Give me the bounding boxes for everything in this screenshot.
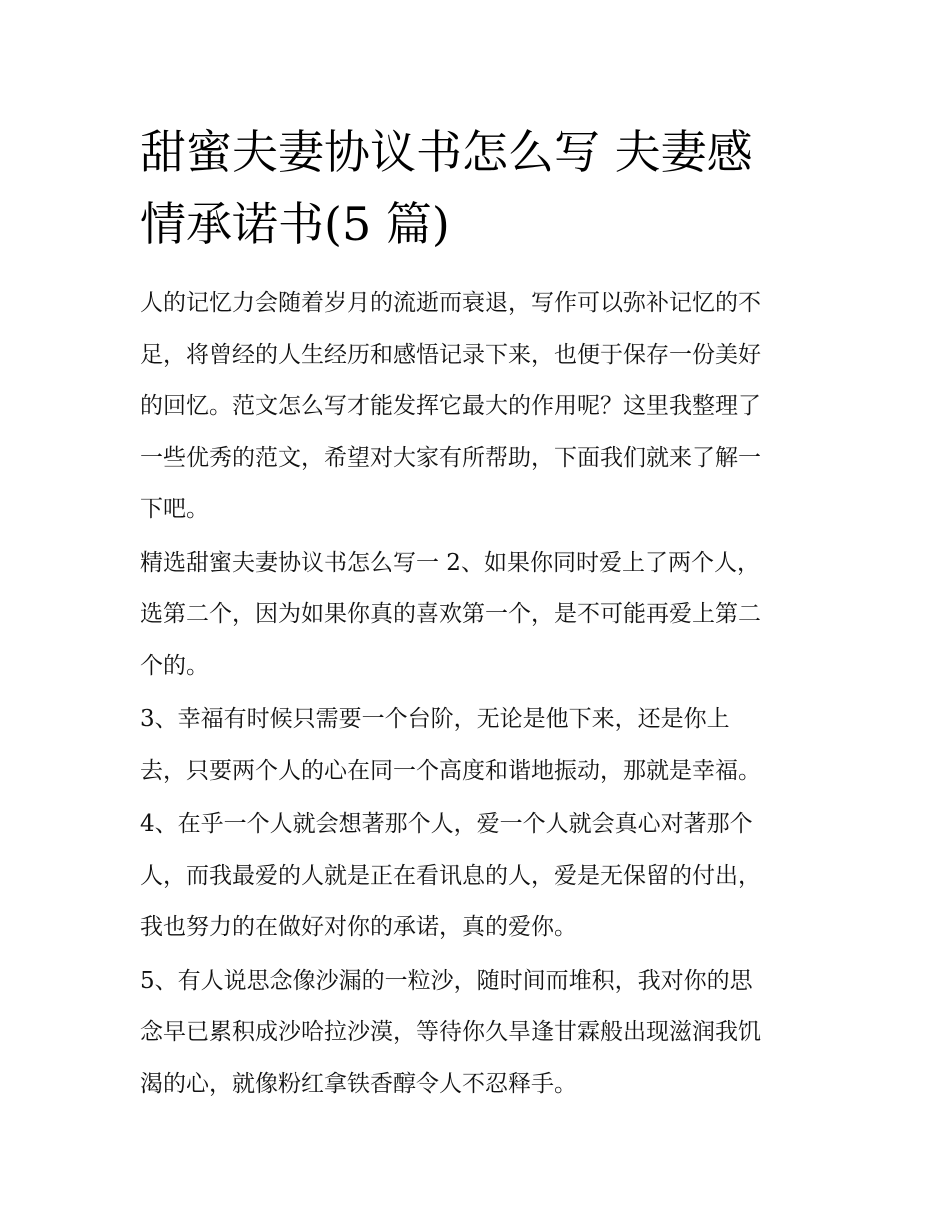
document-title — [140, 116, 812, 260]
paragraph-line: 足，将曾经的人生经历和感悟记录下来，也便于保存一份美好 — [140, 341, 761, 368]
paragraph-line: 我也努力的在做好对你的承诺，真的爱你。 — [140, 914, 577, 940]
paragraph-line: 去，只要两个人的心在同一个高度和谐地振动，那就是幸福。 — [140, 757, 761, 784]
paragraph-line: 一些优秀的范文，希望对大家有所帮助，下面我们就来了解一 — [140, 444, 761, 471]
paragraph-line: 5、有人说思念像沙漏的一粒沙，随时间而堆积，我对你的思 — [140, 967, 753, 994]
document-body — [140, 278, 812, 1110]
paragraph-line: 3、幸福有时候只需要一个台阶，无论是他下来，还是你上 — [140, 706, 730, 732]
paragraph-line: 念早已累积成沙哈拉沙漠，等待你久旱逢甘霖般出现滋润我饥 — [140, 1019, 761, 1045]
paragraph-line: 下吧。 — [140, 496, 209, 522]
section-paragraph-3 — [140, 694, 812, 797]
paragraph-line: 选第二个，因为如果你真的喜欢第一个，是不可能再爱上第二 — [140, 601, 761, 627]
section-paragraph-2 — [140, 538, 812, 693]
paragraph-line: 人，而我最爱的人就是正在看讯息的人，爱是无保留的付出， — [140, 862, 761, 889]
intro-paragraph — [140, 278, 812, 536]
paragraph-line: 精选甜蜜夫妻协议书怎么写一 2、如果你同时爱上了两个人， — [140, 549, 760, 576]
section-paragraph-4 — [140, 799, 812, 954]
section-paragraph-5 — [140, 956, 812, 1111]
paragraph-line: 渴的心，就像粉红拿铁香醇令人不忍释手。 — [140, 1070, 577, 1097]
title-line: 甜蜜夫妻协议书怎么写 夫妻感 — [140, 125, 753, 179]
title-line: 情承诺书(5 篇) — [140, 197, 450, 251]
document-content — [140, 116, 812, 1112]
paragraph-line: 个的。 — [140, 652, 209, 679]
paragraph-line: 的回忆。范文怎么写才能发挥它最大的作用呢？这里我整理了 — [140, 393, 761, 419]
paragraph-line: 人的记忆力会随着岁月的流逝而衰退，写作可以弥补记忆的不 — [140, 290, 761, 316]
paragraph-line: 4、在乎一个人就会想著那个人，爱一个人就会真心对著那个 — [140, 811, 753, 837]
